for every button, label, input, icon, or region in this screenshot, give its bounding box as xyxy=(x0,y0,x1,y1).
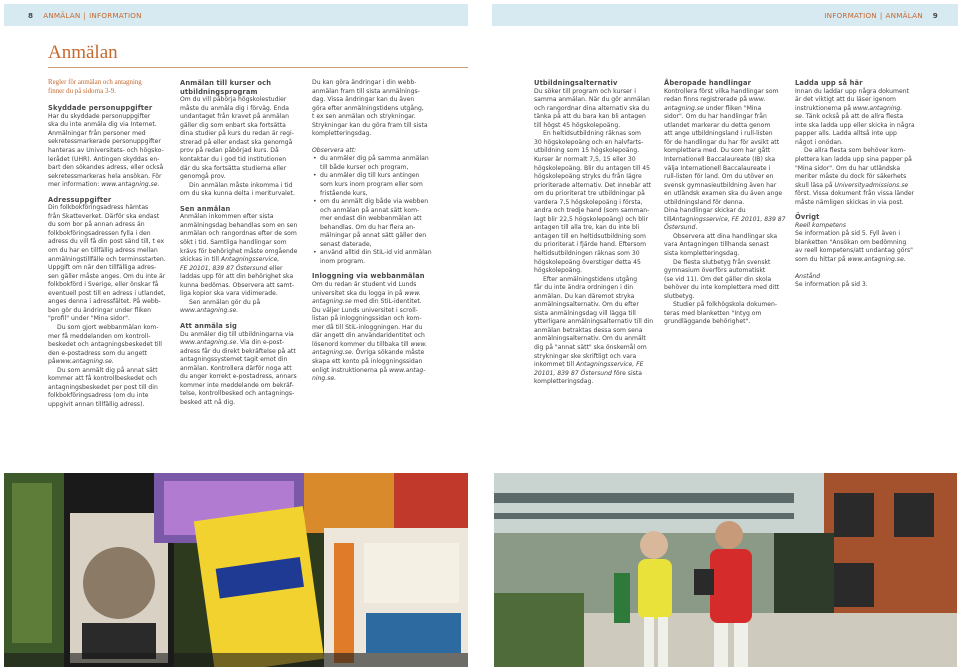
text-line: Kontrollera först vilka handlingar som xyxy=(664,87,779,95)
text-line: kunna bedömas. Observera att samt- xyxy=(180,281,295,289)
list-item xyxy=(312,249,438,266)
text-line: om du har en tillfällig adress mellan xyxy=(48,247,158,255)
text-line: bart den sökandes adress, eller också xyxy=(48,164,164,172)
after-last: kompletteringsdag. xyxy=(534,378,594,386)
heading-alternatives: Utbildningsalternativ xyxy=(534,79,618,87)
lead-line: Regler för anmälan och antagning xyxy=(48,79,142,86)
text-line: anges denna i adressfältet. På webb- xyxy=(48,298,161,306)
antagning-link[interactable]: www.antagning.se xyxy=(847,256,904,264)
text-line: anmälan betraktas dessa som sena xyxy=(534,326,643,334)
text-line: liga kopior ska vara vidimerade. xyxy=(180,290,278,298)
text-line: anmälningstillfälle och terminsstarten. xyxy=(48,255,166,263)
text-line: dag. Vissa ändringar kan du även xyxy=(312,96,415,104)
text-line: heltidsutbildningen räknas som 30 xyxy=(534,249,640,257)
text-line: enligt instruktionerna på xyxy=(312,366,390,374)
antagning-link[interactable]: antagning.se xyxy=(312,349,352,357)
text-line: sista anmälningsdag vill lägga till xyxy=(534,309,636,317)
text-line: meriter måste du dock för säkerhets xyxy=(795,173,907,181)
antagning-link[interactable]: www.antagning.se xyxy=(180,339,237,347)
header-section-right: ANMÄLAN xyxy=(885,10,923,20)
text-line: sidor". Om du har handlingar från xyxy=(664,113,767,121)
text-line: högskolepoäng överstiger detta 45 xyxy=(534,258,641,266)
text-line: om du anmält dig både via webben xyxy=(320,198,429,206)
column-1 xyxy=(48,79,166,409)
text-line: antagen till alla tre, kan du inte bli xyxy=(534,224,640,232)
title-divider xyxy=(48,67,468,68)
text-line: sekretessmarkerade personuppgifter xyxy=(48,138,161,146)
text-line: genomgå prov. xyxy=(180,173,226,181)
text-line: skapa ett konto på inloggningssidan xyxy=(312,358,423,365)
antagning-link[interactable]: ning.se. xyxy=(312,375,337,383)
paragraph-email xyxy=(48,324,166,367)
header-category-right: INFORMATION xyxy=(824,10,877,20)
text-line: strykningar ske skriftligt och vara xyxy=(534,352,637,360)
text-line: där angett din användaridentitet och xyxy=(312,332,425,340)
text-line: högskolepoäng. Blir du antagen till 45 xyxy=(534,164,651,172)
after-lines xyxy=(534,276,653,368)
text-line: Om du vill påbörja högskolestudier xyxy=(180,96,287,104)
header-separator-left: | xyxy=(83,10,87,20)
paragraph-alternatives xyxy=(534,88,656,131)
text-line: måste du anmäla dig i förväg. Enda xyxy=(180,104,289,112)
late-after: eller xyxy=(267,264,283,272)
text-line: skickas in till xyxy=(180,256,221,264)
text-line: eventuell post till en adress i utlandet, xyxy=(48,289,166,297)
text-line: adress du vill få din post sänd till, t ex xyxy=(48,238,165,246)
paragraph-international xyxy=(795,147,923,207)
login-lines xyxy=(312,281,416,297)
login-after: med din StiL-identitet. xyxy=(351,298,422,306)
text-line: du anger korrekt e-postadress, annars xyxy=(180,373,297,381)
text-line: vara Antagningen tillhanda senast xyxy=(664,241,769,249)
text-line: och anmälan på annat sätt kom- xyxy=(320,206,420,214)
apply-line: Du anmäler dig till utbildningarna via xyxy=(180,330,294,338)
header-separator-right: | xyxy=(879,10,883,20)
text-line: senast daterade, xyxy=(320,240,372,248)
text-line: redan finns registrerade på xyxy=(664,96,749,104)
text-line: skull läsa på xyxy=(795,181,835,189)
text-line: Du kan göra ändringar i din webb- xyxy=(312,79,417,86)
text-line: Strykningar kan du göra fram till sista xyxy=(312,121,428,129)
text-line: får du inte ändra ordningen i din xyxy=(534,284,634,292)
text-line: där du ska fortsätta studierna eller xyxy=(180,164,287,172)
antagning-link[interactable]: www. xyxy=(404,289,421,297)
text-line: adress får du direkt bekräftelse på att xyxy=(180,347,296,355)
text-line: sekretessmarkeras hela ansökan. För xyxy=(48,172,162,180)
text-line: vardera 7,5 högskolepoäng i första, xyxy=(534,198,643,206)
text-line: Du som gjort webbanmälan kom- xyxy=(57,323,159,331)
text-line: undantaget från kravet på anmälan xyxy=(180,113,289,121)
text-line: dig på "annat sätt" ska önskemål om xyxy=(534,344,647,351)
text-line: den e-postadress som du angett på xyxy=(48,349,147,366)
text-line: krävs för behörighet måste omgående xyxy=(180,247,298,255)
text-line: behöver du inte komplettera med ditt xyxy=(664,284,780,292)
text-line: folkbokföringsadress (om du inte xyxy=(48,392,149,400)
other-after: . xyxy=(903,256,906,264)
text-line: och rangordnar dina alternativ ska du xyxy=(534,104,650,112)
late-lines-2 xyxy=(180,273,294,297)
page-number-right: 9 xyxy=(932,10,938,20)
text-line: (se vid 11). Om det gäller din skola xyxy=(664,275,772,283)
text-line: först. Vissa dokument från vissa länder xyxy=(795,190,915,198)
text-line: Du väljer Lunds universitet i scroll- xyxy=(312,306,418,314)
text-line: Anmälningar från personer med xyxy=(48,129,146,137)
lead-text xyxy=(48,79,166,96)
page-number-left: 8 xyxy=(28,10,34,20)
left-page-header xyxy=(4,4,468,26)
text-line: Anmälan inkommen efter sista xyxy=(180,213,274,221)
text-line: beskedet och antagningsbeskedet till xyxy=(48,341,162,349)
observe-list xyxy=(312,155,438,266)
text-line: fristående kurs, xyxy=(320,189,368,197)
text-line: antagningsbeskedet per post till din xyxy=(48,383,158,391)
text-line: grundläggande behörighet". xyxy=(664,318,751,326)
after-after: före sista xyxy=(611,369,642,377)
text-line: besked att nå dig. xyxy=(180,398,236,406)
text-line: instruktionerna på xyxy=(795,104,853,112)
antagning-link[interactable]: antagning.se xyxy=(664,104,704,112)
text-line: 30 högskolepoäng och en halvfarts- xyxy=(534,138,644,146)
students-image xyxy=(494,473,957,667)
text-line: Innan du laddar upp några dokument xyxy=(795,87,909,95)
text-line: lagt blir 22,5 högskolepoäng) och blir xyxy=(534,215,648,223)
docs-after-2: . xyxy=(695,224,698,232)
text-line: kommer inte meddelande om bekräf- xyxy=(180,381,294,389)
paragraph-after-deadline xyxy=(534,276,656,387)
heading-protected-data: Skyddade personuppgifter xyxy=(48,104,153,113)
text-line: blanketten "Ansökan om bedömning xyxy=(795,238,907,246)
paragraph-late-web xyxy=(180,299,298,316)
paragraph-how-to-apply xyxy=(180,331,298,408)
text-line: lerådet (UHR). Antingen skyddas en- xyxy=(48,155,160,163)
text-line: kontaktar du i god tid institutionen xyxy=(180,156,287,164)
text-line: sista kompletteringsdag. xyxy=(664,249,740,257)
column-2 xyxy=(180,79,298,407)
text-line: dina studier på kurs du redan är regi- xyxy=(180,130,294,138)
text-line: en utländsk examen ska du även ange xyxy=(664,190,783,198)
text-line: som du hittar på xyxy=(795,256,848,264)
heading-other: Övrigt xyxy=(795,213,820,222)
left-page xyxy=(0,0,470,670)
text-line: anmälan. Kontrollera därför noga att xyxy=(180,364,292,372)
text-line: ska du inte anmäla dig via Internet. xyxy=(48,121,157,129)
paragraph-login xyxy=(312,281,438,384)
text-line: papper alls. Ladda alltså inte upp xyxy=(795,130,897,138)
text-line: till både kurser och program, xyxy=(320,163,409,171)
text-line: hanteras av Universitets- och högsko- xyxy=(48,146,164,154)
text-line: använd alltid din StiL-id vid anmälan xyxy=(320,249,432,257)
text-line: En heltidsutbildning räknas som xyxy=(543,130,641,138)
text-line: anmälningsalternativ. Om du efter xyxy=(534,301,639,309)
text-line: kommer att få kontrollbeskedet och xyxy=(48,375,157,383)
text-line: till högst 45 högskolepoäng. xyxy=(534,121,621,129)
text-line: om du ska kunna delta i meriturvalet. xyxy=(180,190,295,198)
column-6 xyxy=(795,79,923,290)
paragraph-courses xyxy=(180,96,298,181)
text-line: Observera att dina handlingar ska xyxy=(673,232,778,240)
right-page xyxy=(490,0,960,670)
text-line: Du söker till program och kurser i xyxy=(534,87,636,95)
text-line: svensk gymnasieutbildning även har xyxy=(664,181,777,189)
text-line: lösenord kommer du tillbaka till xyxy=(312,340,411,348)
text-line: för de handlingar du har för avsikt att xyxy=(664,138,780,146)
text-line: De allra flesta som behöver kom- xyxy=(804,147,906,155)
text-line: Efter anmälningstidens utgång xyxy=(543,275,638,283)
text-line: Studier på folkhögskola dokumen- xyxy=(673,301,778,309)
column-5 xyxy=(664,79,788,327)
paragraph-real-competence xyxy=(795,230,923,264)
text-line: att ange utbildningsland i rull-listen xyxy=(664,130,773,138)
text-line: strerad på eller endast ska genomgå xyxy=(180,138,293,146)
text-line: sen gäller måste anges. Om du inte är xyxy=(48,272,166,280)
antagning-link[interactable]: www.antagning.se. xyxy=(180,307,239,315)
text-line: mer då till StiL-inloggningen. Har du xyxy=(312,323,423,331)
more-info-label: mer information: xyxy=(48,181,102,189)
address-italic: FE 20101, 839 87 Östersund xyxy=(180,264,268,272)
address-italic: Östersund xyxy=(664,224,696,232)
text-line: Du som anmält dig på annat sätt xyxy=(57,366,158,374)
text-line: inte ska ladda upp eller skicka in några xyxy=(795,121,915,129)
text-line: anmälan fram till sista anmälnings- xyxy=(312,87,420,95)
paragraph-late-application xyxy=(180,213,298,298)
subheading-deferral: Anstånd xyxy=(795,272,821,280)
heading-courses-line: utbildningsprogram xyxy=(180,87,258,96)
text-line: mer endast din webbanmälan att xyxy=(320,215,422,223)
text-line: uppgivit annan tillfällig adress). xyxy=(48,400,145,408)
text-line: du som bor på annan adress än xyxy=(48,221,145,229)
text-line: Dina handlingar skickar du till xyxy=(664,207,746,223)
paragraph-upload xyxy=(795,88,923,148)
text-line: antagningssystemet tagit emot din xyxy=(180,356,288,364)
paragraph-documents xyxy=(664,88,788,233)
text-line: kompletteringsdag. xyxy=(312,130,372,138)
text-line: Internationell Baccalaureate (IB) ska xyxy=(664,155,776,163)
text-line: listan på inloggningssidan och kom- xyxy=(312,315,422,323)
heading-courses xyxy=(180,79,298,96)
antagning-link[interactable]: www.antag- xyxy=(389,366,426,374)
text-line: anmälningsalternativ. Om du anmält xyxy=(534,335,646,343)
antagning-link[interactable]: www. xyxy=(748,96,766,104)
text-line: Om du redan är student vid Lunds xyxy=(312,281,417,289)
header-category-left: INFORMATION xyxy=(89,10,142,20)
antagning-link[interactable]: se xyxy=(795,113,802,121)
text-line: utbildningsland för denna. xyxy=(664,198,745,206)
heading-upload: Ladda upp så här xyxy=(795,79,863,87)
text-line: Kurser är normalt 7,5, 15 eller 30 xyxy=(534,155,636,163)
text-line: teras med blanketten "Intyg om xyxy=(664,309,762,317)
subheading-real-competence: Reell kompetens xyxy=(795,221,847,229)
text-line: De flesta slutbetyg från svenskt xyxy=(673,258,771,266)
text-line: anmälan. Du kan däremot stryka xyxy=(534,292,635,300)
paragraph-folk-high-school xyxy=(664,301,788,327)
text-line: utbildning som 15 högskolepoäng. xyxy=(534,147,640,155)
text-line: sökt i tid. Samtliga handlingar som xyxy=(180,238,287,246)
docs-after: under fliken "Mina xyxy=(703,104,762,112)
text-line: Din anmälan måste inkomma i tid xyxy=(189,181,293,189)
text-line: andra och tredje hand (som samman- xyxy=(534,207,650,215)
text-line: tänka på att du bara kan bli antagen xyxy=(534,113,646,121)
heading-how-to-apply: Att anmäla sig xyxy=(180,321,237,330)
text-line: högskolepoäng stryks du från lägre xyxy=(534,173,642,181)
paragraph-postal xyxy=(48,367,166,410)
antagning-link[interactable]: antagning.se xyxy=(312,298,352,306)
text-line: är det viktigt att du läser igenom xyxy=(795,96,896,104)
paragraph-address xyxy=(48,204,166,324)
text-line: utlandet markerar du detta genom xyxy=(664,121,771,129)
header-section-left: ANMÄLAN xyxy=(43,10,81,20)
text-line: ben gör du ändringar under fliken xyxy=(48,306,151,314)
text-line: mer få meddelanden om kontroll- xyxy=(48,332,151,340)
list-item xyxy=(312,172,438,198)
heading-login: Inloggning via webbanmälan xyxy=(312,272,425,281)
text-line: som kurs inom program eller som xyxy=(320,181,423,189)
paragraph-changes xyxy=(312,79,438,139)
paragraph-grades xyxy=(664,259,788,302)
text-line: plettera kan ladda upp sina papper på xyxy=(795,155,912,163)
text-line: du anmäler dig till kurs antingen xyxy=(320,172,420,180)
photo-students xyxy=(494,473,957,667)
antagning-link[interactable]: www.antagning.se. xyxy=(55,358,114,366)
text-line: laddas upp för att din behörighet ska xyxy=(180,273,294,281)
text-line: telse, kontrollbesked och antagnings- xyxy=(180,390,295,398)
docs-lines-2 xyxy=(664,113,782,223)
upload-lines-2 xyxy=(795,122,915,146)
paragraph-deferral: Se information på sid 3. xyxy=(795,281,868,289)
text-line: måste nämligen skickas in via post. xyxy=(795,198,904,206)
login-after-2: . Övriga sökande måste xyxy=(351,349,425,357)
text-line: gymnasium överförs automatiskt xyxy=(664,267,766,275)
universityadmissions-link[interactable]: Universityadmissions.se xyxy=(834,181,909,189)
lead-line: finner du på sidorna 3-9. xyxy=(48,87,116,95)
text-line: något i onödan. xyxy=(795,138,843,146)
paragraph-more-info xyxy=(48,181,166,190)
heading-courses-line: Anmälan till kurser och xyxy=(180,79,272,87)
paragraph-deadline xyxy=(664,233,788,259)
text-line: du anmäler dig på samma anmälan xyxy=(320,155,429,163)
column-3 xyxy=(312,79,438,384)
text-line: Har du skyddade personuppgifter xyxy=(48,112,151,120)
paragraph-on-time xyxy=(180,182,298,199)
text-line: komplettera med. Du som har gått xyxy=(664,147,771,155)
text-line: från Skatteverket. Därför ska endast xyxy=(48,212,160,220)
paragraph-credits xyxy=(534,130,656,275)
heading-documents: Åberopade handlingar xyxy=(664,79,752,87)
text-line: högskolepoäng. xyxy=(534,267,583,275)
upload-after: . Tänk också på att de allra flesta xyxy=(801,113,904,121)
text-line: av reell kompetens/att undantag görs" xyxy=(795,247,913,255)
text-line: Uppgift om när den tillfälliga adres- xyxy=(48,264,157,272)
text-line: mälningar på annat sätt gäller den xyxy=(320,232,427,240)
text-line: samma anmälan. När du gör anmälan xyxy=(534,96,650,104)
photo-poster-wall xyxy=(4,473,468,667)
text-line: behandlas. Om du har flera an- xyxy=(320,223,416,231)
address-italic: 20101, 839 87 Östersund xyxy=(534,369,612,377)
text-line: Din folkbokföringsadress hämtas xyxy=(48,204,149,212)
text-line: folkbokföringsadressen fylla i den xyxy=(48,229,151,237)
text-line: slutbetyg. xyxy=(664,292,695,300)
late-web-label: Sen anmälan gör du på xyxy=(189,298,261,306)
apply-after-link: . Via din e-post- xyxy=(236,339,285,347)
list-item xyxy=(312,198,438,249)
address-italic: Antagningsservice, FE xyxy=(575,361,644,369)
observe-heading: Observera att: xyxy=(312,146,357,154)
right-page-header xyxy=(492,4,958,26)
text-line: göra efter anmälningstidens utgång, xyxy=(312,104,424,112)
antagning-link[interactable]: www.antagning.se. xyxy=(101,181,160,189)
antagning-link[interactable]: www. xyxy=(410,340,427,348)
text-line: folkbokförd i Sverige, eller önskar få xyxy=(48,281,159,289)
text-line: anmälan och rangordnas efter de som xyxy=(180,230,297,238)
apply-lines xyxy=(180,348,297,406)
text-line: om du prioriterat tre utbildningar på xyxy=(534,190,645,198)
intl-lines-2 xyxy=(795,190,914,206)
login-lines-2 xyxy=(312,307,425,348)
paragraph-protected-data xyxy=(48,113,166,181)
text-line: rull-listen för land. Om du utöver en xyxy=(664,173,774,181)
text-line: "profil" under "Mina sidor". xyxy=(48,315,130,323)
text-line: inom program. xyxy=(320,257,366,265)
text-line: välja Internationell Baccalaureate i xyxy=(664,164,771,172)
text-line: t ex sen anmälan och strykningar. xyxy=(312,113,416,121)
poster-wall-image xyxy=(4,473,468,667)
text-line: Se information på sid 5. Fyll även i xyxy=(795,230,901,238)
address-italic: Antagningsservice, FE 20101, 839 87 xyxy=(671,215,786,223)
list-item xyxy=(312,155,438,172)
text-line: prov på redan påbörjad kurs. Då xyxy=(180,147,279,155)
text-line: anmälningsdag behandlas som en sen xyxy=(180,221,298,229)
text-line: "Mina sidor". Om du har utländska xyxy=(795,164,901,172)
heading-late-application: Sen anmälan xyxy=(180,204,231,213)
text-line: gäller dig som enbart ska fortsätta xyxy=(180,121,286,129)
antagning-link[interactable]: www.antagning. xyxy=(852,104,903,112)
text-line: ytterligare anmälningsalternativ till din xyxy=(534,318,654,326)
text-line: antagen till en heltidsutbildning som xyxy=(534,232,646,240)
text-line: universitet ska du logga in på xyxy=(312,289,405,297)
address-italic: Antagningsservice, xyxy=(220,256,280,264)
column-4 xyxy=(534,79,656,387)
text-line: prioriterade alternativ. Det innebär att xyxy=(534,181,652,189)
text-line: inkommet till xyxy=(534,361,576,369)
page-title: Anmälan xyxy=(48,42,118,63)
text-line: du prioriterat i fjärde hand. Eftersom xyxy=(534,241,647,249)
heading-address: Adressuppgifter xyxy=(48,195,112,204)
